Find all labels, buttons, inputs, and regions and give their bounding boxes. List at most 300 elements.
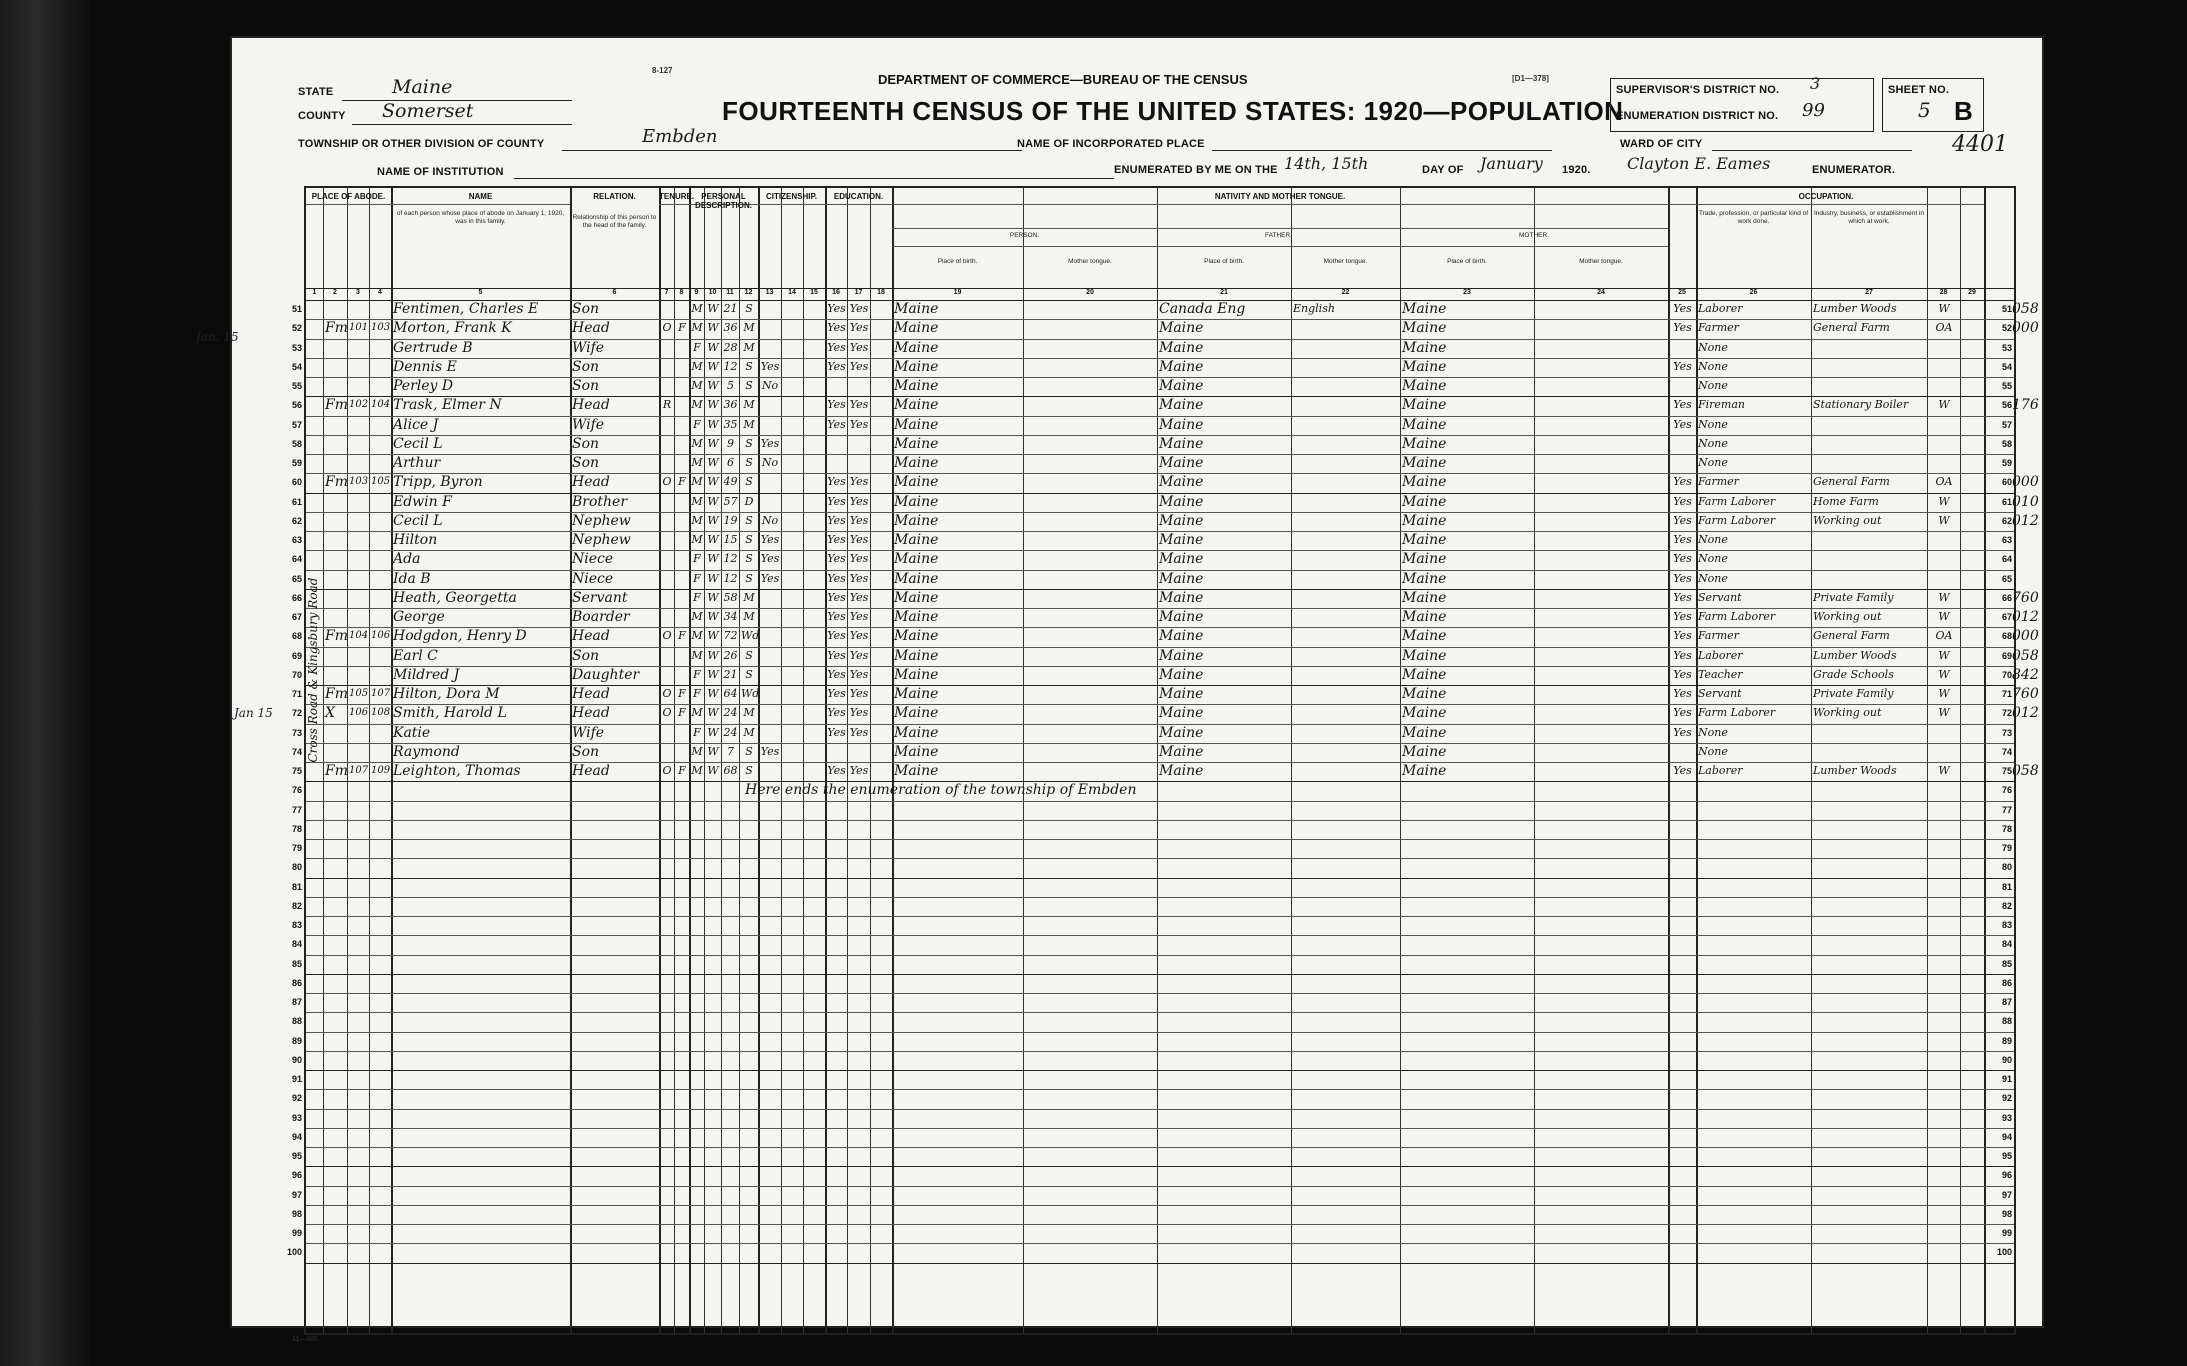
cell-read: Yes (827, 764, 846, 777)
cell-age: 21 (723, 667, 738, 681)
cell-race: W (707, 764, 719, 777)
header-rule (892, 228, 1668, 229)
column-number: 12 (744, 289, 753, 296)
census-sheet (232, 38, 2042, 1343)
cell-mpob: Maine (1402, 397, 1447, 414)
row-number: 66 (291, 592, 302, 603)
cell-trade: None (1698, 359, 1728, 373)
row-number: 59 (2001, 458, 2012, 468)
cell-sex: M (691, 398, 703, 412)
cell-read: Yes (827, 494, 846, 508)
mother-tongue-subheading: Mother tongue. (1323, 258, 1368, 265)
row-number: 79 (291, 843, 302, 853)
trade-column-instruction: Trade, profession, or particular kind of work done. (1698, 210, 1809, 225)
cell-mpob: Maine (1402, 609, 1447, 625)
cell-fam: 108 (371, 707, 391, 719)
cell-fpob: Maine (1159, 378, 1204, 394)
cell-sex: M (691, 379, 703, 392)
cell-fam: 105 (371, 476, 391, 488)
cell-own: F (678, 687, 686, 700)
cell-race: W (707, 379, 719, 392)
row-number: 87 (291, 997, 302, 1007)
cell-pob: Maine (894, 378, 939, 394)
cell-mpob: Maine (1402, 743, 1447, 760)
column-number: 8 (679, 289, 684, 296)
cell-fam: 106 (371, 630, 391, 642)
relation-column-instruction: Relationship of this person to the head of the family. (572, 214, 657, 229)
cell-ind: Working out (1813, 610, 1882, 623)
cell-fpob: Maine (1159, 647, 1204, 664)
industry-column-instruction: Industry, business, or establishment in which at work. (1813, 210, 1925, 225)
cell-trade: None (1698, 417, 1728, 431)
cell-ms: M (743, 590, 755, 604)
column-group-heading: NATIVITY AND MOTHER TONGUE. (1214, 192, 1346, 201)
cell-age: 21 (723, 302, 738, 315)
cell-pob: Maine (894, 551, 939, 568)
row-number: 63 (2001, 535, 2012, 545)
cell-ind: Grade Schools (1813, 667, 1894, 681)
row-number: 84 (291, 939, 302, 950)
cell-trade: Laborer (1698, 302, 1743, 315)
cell-ten: R (662, 398, 672, 412)
column-number: 16 (832, 289, 840, 296)
row-rule (306, 878, 2014, 879)
row-number: 95 (291, 1151, 302, 1161)
cell-write: Yes (849, 667, 869, 681)
cell-trade: Servant (1698, 687, 1742, 700)
cell-ms: M (743, 340, 755, 354)
row-number: 52 (291, 323, 302, 334)
cell-age: 6 (727, 456, 734, 469)
township-value: Embden (642, 126, 718, 147)
state-label: STATE (298, 86, 334, 98)
row-number: 67 (291, 612, 302, 622)
row-rule (306, 820, 2014, 821)
cell-rel: Niece (572, 570, 614, 587)
cell-rel: Son (572, 378, 600, 394)
cell-rel: Head (572, 763, 610, 779)
cell-sex: F (693, 687, 701, 700)
cell-fpob: Maine (1159, 743, 1204, 760)
cell-ms: S (745, 475, 753, 489)
row-number: 51 (2001, 304, 2012, 314)
ed-value: 99 (1802, 100, 1825, 121)
cell-rel: Son (572, 435, 600, 452)
cell-race: W (707, 340, 719, 354)
cell-mpob: Maine (1402, 378, 1447, 394)
cell-write: Yes (849, 706, 869, 720)
row-rule (306, 993, 2014, 994)
page-title: FOURTEENTH CENSUS OF THE UNITED STATES: 1920—POPULATION (722, 96, 1624, 126)
cell-race: W (707, 533, 719, 546)
cell-read: Yes (827, 552, 846, 566)
cell-dwell: 106 (349, 707, 369, 719)
cell-name: Trask, Elmer N (393, 397, 502, 414)
cell-fam: 107 (371, 688, 391, 699)
cell-ms: S (745, 533, 753, 546)
cell-age: 12 (723, 359, 738, 373)
cell-race: W (707, 629, 719, 643)
row-number: 75 (291, 766, 302, 776)
row-number: 57 (2001, 419, 2012, 430)
cell-age: 24 (723, 725, 738, 739)
incorporated-label: NAME OF INCORPORATED PLACE (1017, 138, 1205, 150)
cell-write: Yes (849, 475, 869, 489)
row-number: 83 (291, 920, 302, 930)
column-rule (721, 188, 722, 1333)
column-number: 9 (694, 289, 699, 296)
cell-age: 15 (723, 533, 738, 546)
cell-code: 760 (2012, 686, 2039, 702)
column-group-heading: OCCUPATION. (1798, 192, 1854, 201)
cell-name: Smith, Harold L (393, 705, 507, 722)
cell-name: Gertrude B (393, 339, 473, 356)
row-number: 71 (291, 689, 302, 699)
cell-pob: Maine (894, 763, 939, 779)
cell-fpob: Maine (1159, 532, 1204, 548)
cell-trade: None (1698, 571, 1728, 585)
cell-ms: M (743, 725, 755, 739)
cell-trade: Teacher (1698, 667, 1743, 681)
column-rule (347, 188, 348, 1333)
column-number: 2 (333, 289, 337, 296)
row-number: 53 (2001, 342, 2012, 353)
cell-dwell: 104 (349, 630, 369, 642)
cell-house: Fm (325, 474, 348, 491)
column-number: 28 (1939, 289, 1948, 296)
institution-label: NAME OF INSTITUTION (377, 166, 504, 178)
enumerated-days: 14th, 15th (1284, 154, 1369, 173)
cell-rel: Wife (572, 724, 605, 741)
cell-pob: Maine (894, 493, 939, 510)
cell-read: Yes (827, 398, 846, 412)
cell-ind: Working out (1813, 706, 1882, 720)
cell-rel: Head (572, 320, 610, 337)
cell-mpob: Maine (1402, 339, 1447, 356)
row-number: 79 (2001, 843, 2012, 853)
cell-rel: Head (572, 397, 610, 414)
cell-cls: W (1938, 687, 1950, 700)
cell-trade: Fireman (1698, 398, 1745, 412)
cell-house: Fm (325, 686, 348, 702)
cell-ms: S (745, 764, 753, 777)
row-number: 54 (2001, 361, 2012, 372)
column-rule (1157, 188, 1158, 1333)
row-number: 72 (291, 708, 302, 719)
cell-name: Mildred J (393, 666, 460, 683)
cell-age: 49 (723, 475, 738, 489)
cell-read: Yes (827, 687, 846, 700)
cell-pob: Maine (894, 532, 939, 548)
cell-ms: S (745, 744, 753, 758)
cell-trade: None (1698, 340, 1728, 354)
row-number: 69 (291, 650, 302, 661)
cell-cls: W (1938, 398, 1950, 412)
cell-att: Yes (760, 744, 780, 758)
cell-cls: W (1938, 610, 1950, 623)
row-number: 55 (291, 381, 302, 391)
cell-ten: O (662, 706, 672, 720)
cell-cls: W (1938, 648, 1950, 662)
row-number: 97 (291, 1189, 302, 1200)
cell-fpob: Canada Eng (1159, 301, 1246, 317)
column-number: 22 (1341, 289, 1350, 296)
cell-fpob: Maine (1159, 589, 1204, 606)
row-number: 56 (2001, 400, 2012, 411)
margin-date-note: Jan. 15 (196, 330, 239, 344)
column-rule (781, 188, 782, 1333)
cell-trade: None (1698, 456, 1728, 469)
cell-rel: Daughter (572, 666, 640, 683)
cell-code: 842 (2012, 666, 2039, 683)
cell-name: Hilton, Dora M (393, 686, 500, 702)
cell-att: Yes (760, 571, 780, 585)
cell-eng: Yes (1673, 513, 1692, 527)
cell-name: Alice J (393, 416, 439, 433)
header-rule (306, 204, 570, 205)
row-rule (306, 1051, 2014, 1052)
row-rule (306, 935, 2014, 936)
cell-pob: Maine (894, 743, 939, 760)
cell-read: Yes (827, 475, 846, 489)
row-number: 58 (291, 438, 302, 449)
form-number: 8-127 (652, 66, 673, 75)
cell-eng: Yes (1673, 629, 1692, 643)
cell-mpob: Maine (1402, 589, 1447, 606)
row-rule (306, 955, 2014, 956)
cell-mpob: Maine (1402, 435, 1447, 452)
row-rule (306, 801, 2014, 802)
cell-rel: Son (572, 358, 600, 375)
cell-own: F (678, 629, 686, 643)
footer-code: 11—686 (292, 1336, 318, 1343)
cell-code: 000 (2012, 474, 2039, 491)
cell-att: Yes (760, 359, 780, 373)
cell-rel: Head (572, 686, 610, 702)
row-number: 55 (2001, 381, 2012, 391)
cell-read: Yes (827, 610, 846, 623)
cell-rel: Wife (572, 416, 605, 433)
cell-write: Yes (849, 648, 869, 662)
row-number: 89 (291, 1035, 302, 1046)
cell-name: Hodgdon, Henry D (393, 628, 527, 645)
cell-age: 72 (723, 629, 738, 643)
cell-code: 012 (2012, 609, 2039, 625)
column-rule (1400, 188, 1401, 1333)
row-number: 92 (291, 1093, 302, 1104)
cell-rel: Nephew (572, 512, 631, 529)
column-group-heading: CITIZENSHIP. (766, 192, 817, 201)
cell-ind: Lumber Woods (1813, 302, 1897, 315)
cell-trade: Farmer (1698, 629, 1739, 643)
cell-pob: Maine (894, 474, 939, 491)
cell-eng: Yes (1673, 687, 1692, 700)
column-number: 26 (1749, 289, 1758, 296)
column-number: 15 (810, 289, 818, 296)
cell-ind: General Farm (1813, 321, 1890, 335)
cell-trade: Farmer (1698, 321, 1739, 335)
cell-write: Yes (849, 687, 869, 700)
column-rule (870, 188, 871, 1333)
cell-pob: Maine (894, 686, 939, 702)
cell-pob: Maine (894, 455, 939, 471)
cell-read: Yes (827, 706, 846, 720)
cell-name: Katie (393, 724, 431, 741)
cell-code: 012 (2012, 705, 2039, 722)
cell-age: 58 (723, 590, 738, 604)
row-number: 99 (2001, 1228, 2012, 1238)
column-number: 21 (1220, 289, 1228, 296)
cell-pob: Maine (894, 339, 939, 356)
column-number: 19 (953, 289, 962, 296)
column-number: 29 (1968, 289, 1976, 296)
cell-att: Yes (760, 533, 780, 546)
cell-name: Raymond (393, 743, 460, 760)
cell-rel: Son (572, 647, 600, 664)
row-number: 88 (291, 1016, 302, 1027)
cell-age: 36 (723, 321, 738, 335)
column-rule (1984, 188, 1986, 1333)
row-number: 52 (2001, 323, 2012, 334)
row-number: 54 (291, 361, 302, 372)
row-rule (306, 1089, 2014, 1090)
enumerator-name: Clayton E. Eames (1627, 154, 1771, 173)
cell-fpob: Maine (1159, 724, 1204, 741)
cell-write: Yes (849, 552, 869, 566)
cell-mpob: Maine (1402, 570, 1447, 587)
cell-age: 57 (723, 494, 738, 508)
cell-age: 5 (727, 379, 734, 392)
cell-mpob: Maine (1402, 474, 1447, 491)
cell-own: F (678, 764, 686, 777)
cell-att: No (761, 379, 779, 392)
cell-rel: Son (572, 743, 600, 760)
cell-read: Yes (827, 359, 846, 373)
row-number: 60 (291, 477, 302, 488)
cell-mpob: Maine (1402, 551, 1447, 568)
cell-race: W (707, 610, 719, 623)
cell-trade: None (1698, 379, 1728, 392)
row-rule (306, 1263, 2014, 1264)
cell-race: W (707, 436, 719, 450)
cell-name: Tripp, Byron (393, 474, 483, 491)
cell-sex: F (693, 552, 701, 566)
cell-pob: Maine (894, 301, 939, 317)
cell-pob: Maine (894, 416, 939, 433)
row-number: 90 (2001, 1054, 2012, 1065)
cell-ms: S (745, 436, 753, 450)
cell-pob: Maine (894, 647, 939, 664)
cell-rel: Son (572, 301, 600, 317)
cell-fpob: Maine (1159, 358, 1204, 375)
cell-read: Yes (827, 571, 846, 585)
cell-eng: Yes (1673, 359, 1692, 373)
ed-label: ENUMERATION DISTRICT NO. (1616, 110, 1779, 122)
cell-cls: W (1938, 706, 1950, 720)
column-number: 14 (788, 289, 796, 296)
cell-cls: OA (1935, 321, 1953, 335)
mother-tongue-subheading: Mother tongue. (1579, 258, 1623, 265)
cell-trade: Farmer (1698, 475, 1739, 489)
column-number: 25 (1678, 289, 1686, 296)
cell-att: Yes (760, 552, 780, 566)
column-group-heading: EDUCATION. (833, 192, 884, 201)
cell-cls: W (1938, 667, 1950, 681)
row-rule (306, 1186, 2014, 1187)
cell-sex: F (693, 417, 701, 431)
row-rule (306, 1070, 2014, 1071)
cell-pob: Maine (894, 397, 939, 414)
cell-ten: O (662, 687, 672, 700)
cell-mpob: Maine (1402, 763, 1447, 779)
cell-house: Fm (325, 628, 348, 645)
column-number: 17 (854, 289, 863, 296)
cell-rel: Head (572, 474, 610, 491)
row-number: 59 (291, 458, 302, 468)
row-rule (306, 1166, 2014, 1167)
cell-ind: Lumber Woods (1813, 648, 1897, 662)
cell-ms: M (743, 610, 755, 623)
row-number: 76 (2001, 785, 2012, 796)
column-rule (323, 188, 324, 1333)
county-label: COUNTY (298, 110, 346, 122)
supervisor-value: 3 (1810, 74, 1821, 93)
year-label: 1920. (1562, 164, 1591, 176)
column-rule (1811, 188, 1812, 1333)
cell-race: W (707, 456, 719, 469)
cell-pob: Maine (894, 320, 939, 337)
cell-sex: M (691, 513, 703, 527)
cell-pob: Maine (894, 512, 939, 529)
cell-sex: M (691, 629, 703, 643)
row-number: 69 (2001, 650, 2012, 661)
cell-mpob: Maine (1402, 724, 1447, 741)
cell-rel: Servant (572, 589, 628, 606)
row-number: 68 (291, 631, 302, 642)
row-number: 66 (2001, 592, 2012, 603)
cell-cls: W (1938, 764, 1950, 777)
cell-read: Yes (827, 533, 846, 546)
cell-cls: W (1938, 590, 1950, 604)
row-number: 65 (291, 573, 302, 584)
cell-trade: None (1698, 436, 1728, 450)
cell-fpob: Maine (1159, 397, 1204, 414)
cell-eng: Yes (1673, 725, 1692, 739)
row-rule (306, 1128, 2014, 1129)
cell-write: Yes (849, 359, 869, 373)
cell-code: 058 (2012, 647, 2039, 664)
column-number: 10 (708, 289, 717, 296)
cell-att: Yes (760, 436, 780, 450)
ward-label: WARD OF CITY (1620, 138, 1703, 150)
mother-tongue-subheading: Mother tongue. (1068, 258, 1112, 265)
row-number: 82 (2001, 900, 2012, 911)
row-number: 78 (291, 823, 302, 834)
column-rule (704, 188, 705, 1333)
row-number: 51 (291, 304, 302, 314)
row-number: 95 (2001, 1151, 2012, 1161)
cell-att: No (761, 456, 779, 469)
cell-trade: Farm Laborer (1698, 494, 1776, 508)
cell-read: Yes (827, 629, 846, 643)
row-number: 70 (2001, 669, 2012, 680)
cell-pob: Maine (894, 724, 939, 741)
column-group-heading: TENURE. (659, 192, 695, 201)
cell-mpob: Maine (1402, 358, 1447, 375)
name-column-instruction: of each person whose place of abode on January 1, 1920, was in this family. (396, 210, 565, 225)
cell-eng: Yes (1673, 648, 1692, 662)
row-number: 94 (291, 1131, 302, 1142)
